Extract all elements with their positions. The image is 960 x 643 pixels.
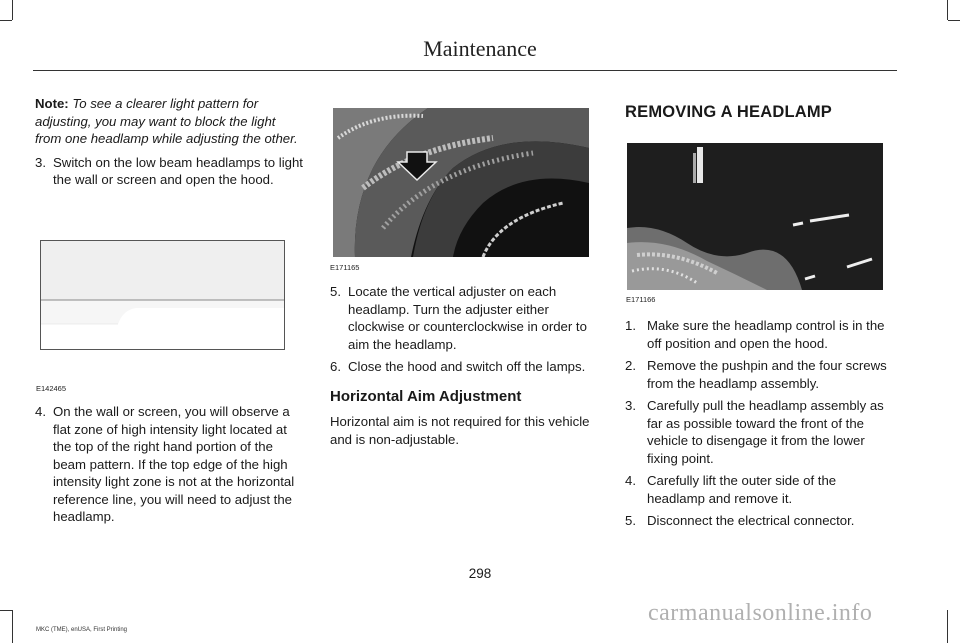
step-text: Carefully lift the outer side of the headlamp and remove it.: [647, 473, 837, 506]
headlamp-removal-figure: [627, 143, 883, 290]
step-number: 4.: [625, 473, 636, 488]
step-text: Remove the pushpin and the four screws from the headlamp assembly.: [647, 358, 887, 391]
crop-mark-bottom-right-v: [947, 610, 948, 643]
middle-column: [330, 283, 602, 448]
beam-pattern-figure: [40, 240, 285, 350]
step-text: Make sure the headlamp control is in the off position and open the hood.: [647, 318, 885, 351]
page-number: 298: [468, 566, 492, 581]
step-number: 6.: [330, 359, 341, 374]
beam-pattern-illustration: [40, 240, 285, 350]
step-number: 3.: [35, 154, 46, 170]
step-5: [330, 283, 602, 353]
figure-code-e171166: E171166: [626, 295, 656, 304]
section-subheading: Horizontal Aim Adjustment: [330, 387, 522, 405]
left-column-step4: [35, 403, 303, 526]
header-rule: [33, 70, 897, 71]
horizontal-aim-paragraph: Horizontal aim is not required for this vehicle and is non-adjustable.: [330, 414, 590, 447]
crop-mark-top-left-h: [0, 20, 12, 21]
step-text: Close the hood and switch off the lamps.: [348, 359, 586, 374]
watermark: carmanualsonline.info: [648, 600, 873, 626]
crop-mark-top-right-v: [947, 0, 948, 20]
removal-step-5: [625, 512, 897, 530]
left-column: [35, 95, 303, 189]
step-number: 4.: [35, 404, 46, 419]
step-number: 5.: [330, 284, 341, 299]
removal-step-4: [625, 472, 897, 507]
step-text: Disconnect the electrical connector.: [647, 513, 855, 528]
removal-step-1: [625, 317, 897, 352]
print-info: MKC (TME), enUSA, First Printing: [36, 627, 128, 633]
step-text: Locate the vertical adjuster on each headlamp. Turn the adjuster either clockwise or counterclockwise in order to aim the headlamp.: [348, 284, 587, 352]
removal-step-2: [625, 357, 897, 392]
figure-code-e171165: E171165: [330, 263, 360, 272]
crop-mark-top-right-h: [948, 20, 960, 21]
step-number: 3.: [625, 398, 636, 413]
step-4: [35, 403, 303, 526]
step-number: 1.: [625, 318, 636, 333]
removal-step-3: [625, 397, 897, 467]
step-text: Switch on the low beam headlamps to light the wall or screen and open the hood.: [53, 154, 303, 187]
section-heading: REMOVING A HEADLAMP: [625, 103, 832, 121]
note-label: Note:: [35, 96, 69, 111]
step-number: 5.: [625, 513, 636, 528]
page-title: Maintenance: [423, 36, 537, 61]
headlamp-adjuster-photo: [333, 108, 589, 257]
crop-mark-bottom-left-v: [12, 610, 13, 643]
step-6: [330, 358, 602, 376]
step-number: 2.: [625, 358, 636, 373]
crop-mark-bottom-left-h: [0, 610, 12, 611]
vertical-adjuster-figure: [333, 108, 589, 257]
note-paragraph: [35, 95, 303, 148]
headlamp-assembly-photo: [627, 143, 883, 290]
note-text: To see a clearer light pattern for adjusting, you may want to block the light from one headlamp while adjusting the other.: [35, 96, 298, 146]
crop-mark-top-left-v: [12, 0, 13, 20]
figure-code-e142465: E142465: [36, 384, 67, 393]
step-3: [35, 154, 303, 189]
right-column-steps: [625, 317, 897, 530]
step-text: On the wall or screen, you will observe a flat zone of high intensity light located at the top of the right hand portion of the beam pattern. If the top edge of the high intensity light zone is not at the horizontal reference line, you will need to adjust the headlamp.: [53, 404, 295, 524]
step-text: Carefully pull the headlamp assembly as far as possible toward the front of the vehicle to disengage it from the lower fixing point.: [647, 398, 884, 466]
